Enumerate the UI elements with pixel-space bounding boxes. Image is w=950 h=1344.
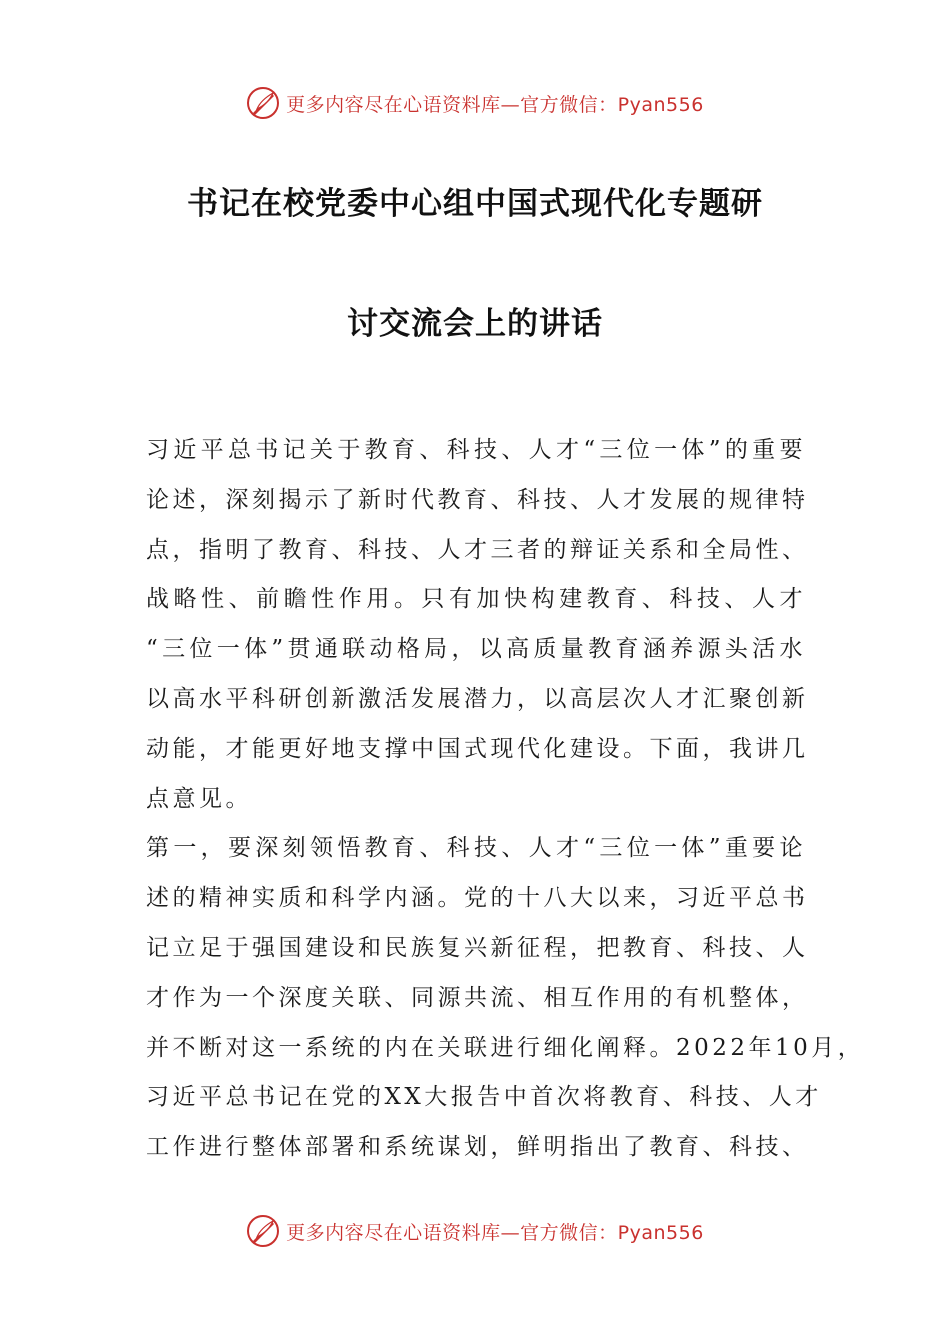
body-line: 习近平总书记在党的XX大报告中首次将教育、科技、人才 — [146, 1084, 822, 1111]
wechat-id: Pyan556 — [617, 93, 704, 116]
document-body — [146, 426, 865, 1173]
body-line: 述的精神实质和科学内涵。党的十八大以来，习近平总书 — [146, 885, 809, 912]
body-line: 点意见。 — [146, 785, 252, 812]
watermark-text: 更多内容尽在心语资料库—官方微信：Pyan556 — [286, 1221, 704, 1244]
body-line: 第一，要深刻领悟教育、科技、人才“三位一体”重要论 — [146, 835, 806, 862]
body-line: 以高水平科研创新激活发展潜力，以高层次人才汇聚创新 — [146, 685, 809, 712]
body-line: 点，指明了教育、科技、人才三者的辩证关系和全局性、 — [146, 536, 809, 563]
watermark-text: 更多内容尽在心语资料库—官方微信：Pyan556 — [286, 93, 704, 116]
body-line: 记立足于强国建设和民族复兴新征程，把教育、科技、人 — [146, 934, 809, 961]
body-line: 并不断对这一系统的内在关联进行细化阐释。2022年10月， — [146, 1034, 865, 1061]
body-line: “三位一体”贯通联动格局，以高质量教育涵养源头活水 — [146, 636, 806, 663]
body-line: 才作为一个深度关联、同源共流、相互作用的有机整体， — [146, 984, 809, 1011]
body-line: 动能，才能更好地支撑中国式现代化建设。下面，我讲几 — [146, 735, 809, 762]
body-line: 习近平总书记关于教育、科技、人才“三位一体”的重要 — [146, 437, 806, 463]
document-title-line-1: 书记在校党委中心组中国式现代化专题研 — [187, 186, 763, 222]
watermark-banner-top — [0, 83, 950, 123]
body-line: 工作进行整体部署和系统谋划，鲜明指出了教育、科技、 — [146, 1134, 809, 1161]
body-line: 论述，深刻揭示了新时代教育、科技、人才发展的规律特 — [146, 486, 809, 513]
document-title-line-2: 讨交流会上的讲话 — [347, 306, 603, 342]
watermark-banner-bottom — [0, 1211, 950, 1251]
quill-logo-icon — [246, 1214, 280, 1248]
body-line: 战略性、前瞻性作用。只有加快构建教育、科技、人才 — [146, 586, 806, 613]
wechat-id: Pyan556 — [617, 1221, 704, 1244]
quill-logo-icon — [246, 86, 280, 120]
